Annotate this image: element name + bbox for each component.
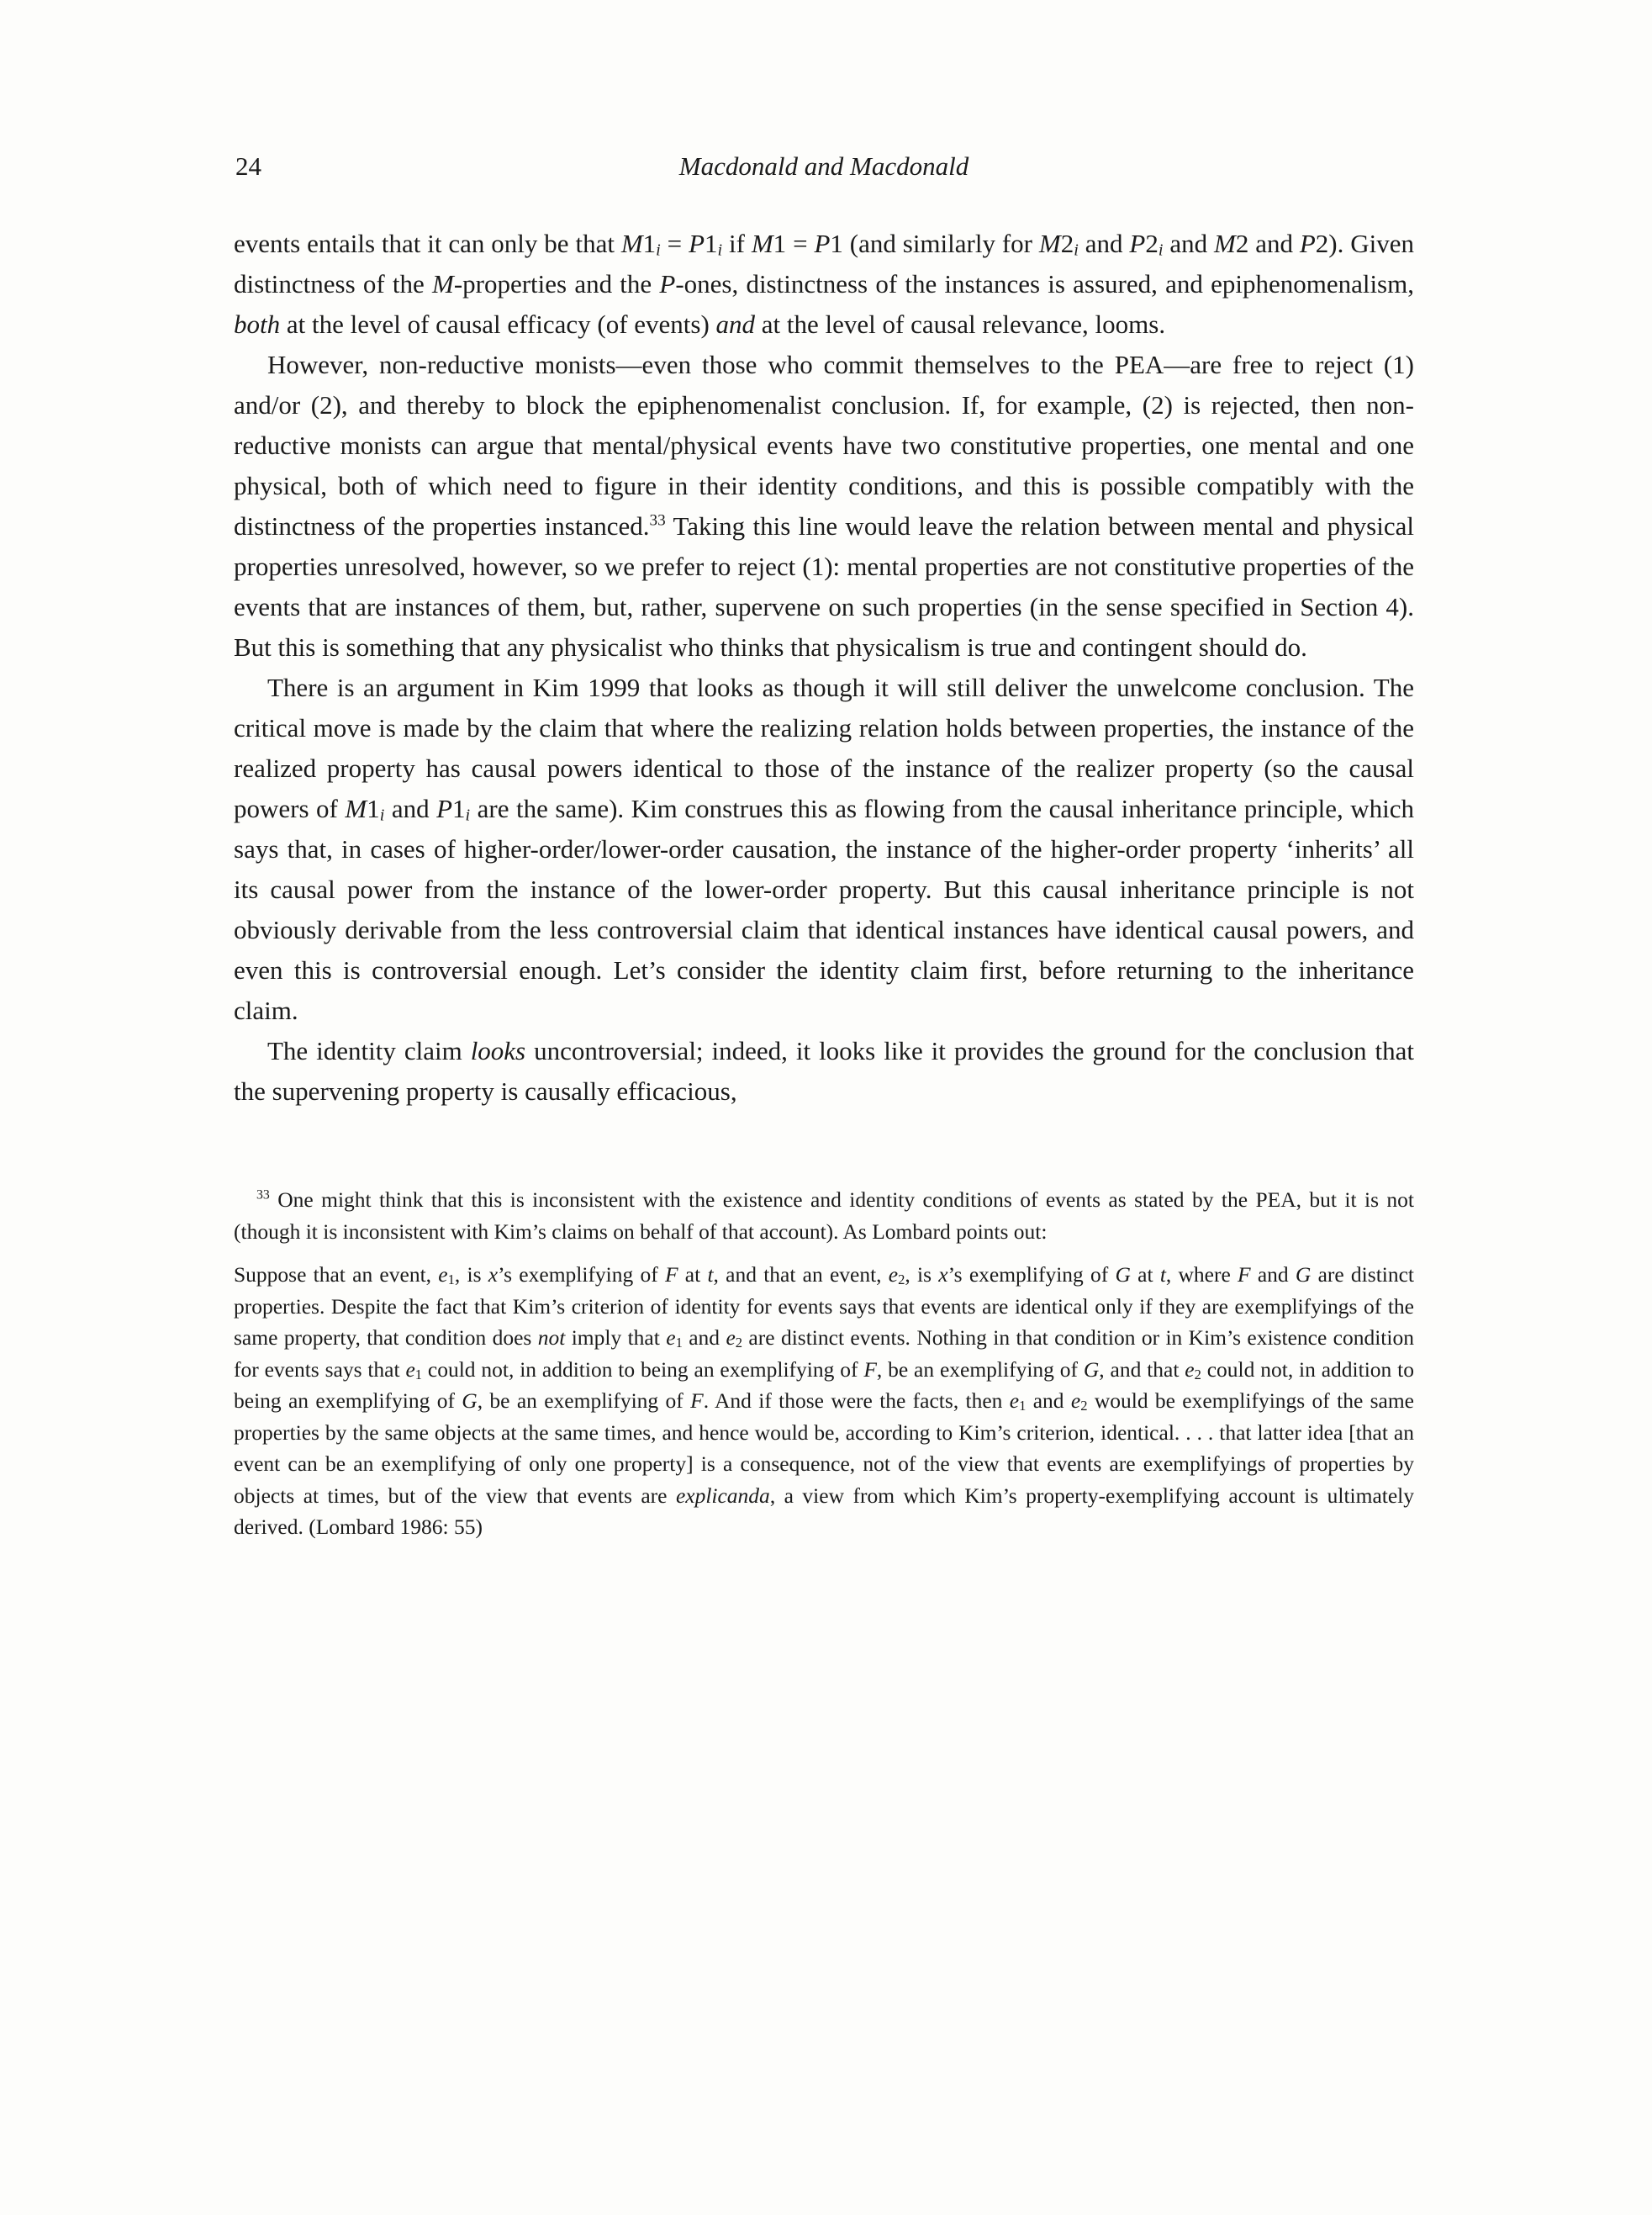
page-header (234, 150, 1414, 187)
footnote-quote: Suppose that an event, e1, is x’s exemplifying of F at t, and that an event, e2, is x’s exemplifying of G at t, where F and G are distinct properties. Despite the fact that Kim’s criterion of identity for events says that events are identical only if they are exemplifyings of the same property, that condition does not imply that e1 and e2 are distinct events. Nothing in that condition or in Kim’s existence condition for events says that e1 could not, in addition to being an exemplifying of F, be an exemplifying of G, and that e2 could not, in addition to being an exemplifying of G, be an exemplifying of F. And if those were the facts, then e1 and e2 would be exemplifyings of the same properties by the same objects at the same times, and hence would be, according to Kim’s criterion, identical. . . . that latter idea [that an event can be an exemplifying of only one property] is a consequence, not of the view that events are exemplifyings of properties by objects at times, but of the view that events are explicanda, a view from which Kim’s property-exemplifying account is ultimately derived. (Lombard 1986: 55) (234, 1262, 1415, 1539)
paragraph: The identity claim looks uncontroversial; indeed, it looks like it provides the ground for the conclusion that the supervening property is causally efficacious, (234, 1036, 1414, 1106)
text-column (234, 150, 1414, 1543)
page-number: 24 (235, 151, 261, 181)
paragraph: events entails that it can only be that M1i = P1i if M1 = P1 (and similarly for M2i and P2i and M2 and P2). Given distinctness of the M-properties and the P-ones, distinctness of the instances is assured, and epiphenomenalism, both at the level of causal efficacy (of events) and at the level of causal relevance, looms. (234, 229, 1415, 339)
paragraph: However, non-reductive monists—even those who commit themselves to the PEA—are free to reject (1) and/or (2), and thereby to block the epiphenomenalist conclusion. If, for example, (2) is rejected, then non-reductive monists can argue that mental/physical events have two constitutive properties, one mental and one physical, both of which need to figure in their identity conditions, and this is possible compatibly with the distinctness of the properties instanced.$^{33}$ Taking this line would leave the relation between mental and physical properties unresolved, however, so we prefer to reject (1): mental properties are not constitutive properties of the events that are instances of them, but, rather, supervene on such properties (in the sense specified in Section 4). But this is something that any physicalist who thinks that physicalism is true and contingent should do. (234, 350, 1414, 662)
footnote (234, 1184, 1414, 1543)
body-text (234, 224, 1414, 1112)
footnote-text: $^{33}$ One might think that this is inconsistent with the existence and identity conditions of events as stated by the PEA, but it is not (though it is inconsistent with Kim’s claims on behalf of that account). As Lombard points out: (234, 1187, 1414, 1244)
paragraph: There is an argument in Kim 1999 that looks as though it will still deliver the unwelcome conclusion. The critical move is made by the claim that where the realizing relation holds between properties, the instance of the realized property has causal powers identical to those of the instance of the realizer property (so the causal powers of M1i and P1i are the same). Kim construes this as flowing from the causal inheritance principle, which says that, in cases of higher-order/lower-order causation, the instance of the higher-order property ‘inherits’ all its causal power from the instance of the lower-order property. But this causal inheritance principle is not obviously derivable from the less controversial claim that identical instances have identical causal powers, and even this is controversial enough. Let’s consider the identity claim first, before returning to the inheritance claim. (234, 673, 1415, 1025)
running-head: Macdonald and Macdonald (678, 151, 969, 181)
